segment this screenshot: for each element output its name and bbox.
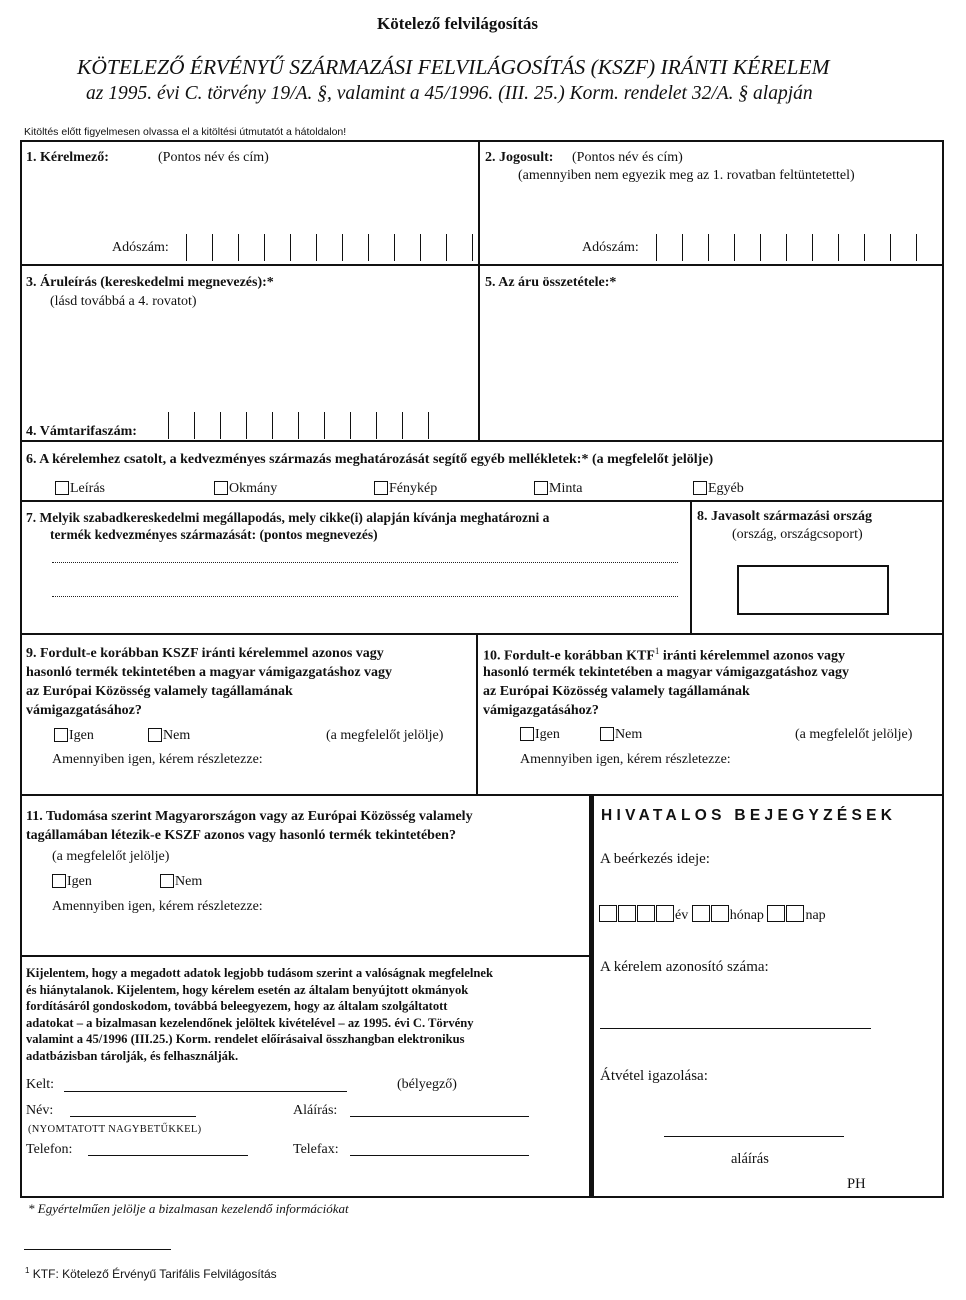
field7-label: 7. Melyik szabadkereskedelmi megállapodás, mely cikke(i) alapján kívánja meghatározni a [26, 510, 550, 525]
fill-instruction: Kitöltés előtt figyelmesen olvassa el a kitöltési útmutatót a hátoldalon! [24, 126, 347, 138]
field2-hint2: (amennyiben nem egyezik meg az 1. rovatban feltüntetettel) [518, 168, 855, 183]
field3-label: 3. Áruleírás (kereskedelmi megnevezés):* [26, 275, 274, 290]
field4-label: 4. Vámtarifaszám: [26, 424, 137, 439]
checkbox-icon[interactable] [52, 874, 66, 888]
name-label: Név: [26, 1103, 54, 1118]
option-fenykep[interactable]: Fénykép [374, 481, 437, 497]
checkbox-icon[interactable] [374, 481, 388, 495]
country-input[interactable] [737, 565, 889, 615]
footnote-rule [24, 1249, 171, 1250]
arrival-label: A beérkezés ideje: [600, 851, 710, 867]
field10-details: Amennyiben igen, kérem részletezze: [520, 752, 731, 767]
field10-yes[interactable]: Igen [520, 727, 560, 743]
field10-line: vámigazgatásához? [483, 703, 599, 718]
field8-label: 8. Javasolt származási ország [697, 509, 872, 524]
signature-caption: aláírás [731, 1151, 769, 1167]
kelt-label: Kelt: [26, 1077, 54, 1092]
field9-line: hasonló termék tekintetében a magyar vámigazgatáshoz vagy [26, 665, 393, 680]
official-title: HIVATALOS BEJEGYZÉSEK [601, 807, 897, 824]
field9-no[interactable]: Nem [148, 728, 190, 744]
divider [20, 440, 944, 442]
field7-line[interactable] [52, 562, 678, 563]
checkbox-icon[interactable] [693, 481, 707, 495]
field1-hint: (Pontos név és cím) [158, 150, 269, 165]
checkbox-icon[interactable] [600, 727, 614, 741]
field2-tax-label: Adószám: [582, 240, 639, 255]
field7-label2: termék kedvezményes származását: (pontos megnevezés) [50, 527, 378, 542]
fax-label: Telefax: [293, 1142, 339, 1157]
field7-line[interactable] [52, 596, 678, 597]
divider [20, 264, 944, 266]
form-title: Kötelező felvilágosítás [377, 14, 538, 33]
field9-line: az Európai Közösség valamely tagállamának [26, 684, 293, 699]
receipt-label: Átvétel igazolása: [600, 1068, 708, 1084]
option-leiras[interactable]: Leírás [55, 481, 105, 497]
ph-label: PH [847, 1176, 866, 1192]
option-okmany[interactable]: Okmány [214, 481, 277, 497]
field11-no[interactable]: Nem [160, 874, 202, 890]
field10-mark: (a megfelelőt jelölje) [795, 727, 913, 742]
field2-tax-boxes[interactable] [656, 234, 942, 261]
field9-details: Amennyiben igen, kérem részletezze: [52, 752, 263, 767]
field8-hint: (ország, országcsoport) [732, 527, 863, 542]
checkbox-icon[interactable] [160, 874, 174, 888]
divider-vertical [690, 500, 692, 633]
phone-label: Telefon: [26, 1142, 73, 1157]
field9-line: vámigazgatásához? [26, 703, 142, 718]
field4-tariff-boxes[interactable] [168, 412, 454, 439]
field10-line: hasonló termék tekintetében a magyar vámigazgatáshoz vagy [483, 665, 850, 680]
field6-label: 6. A kérelemhez csatolt, a kedvezményes származás meghatározását segítő egyéb mellékletek:* (a megfelelőt jelölje) [26, 452, 714, 467]
field11-yes[interactable]: Igen [52, 874, 92, 890]
declaration-text: Kijelentem, hogy a megadott adatok legjobb tudásom szerint a valóságnak megfelelnek és hiánytalanok. Kijelentem, hogy kérelem esetén az általam benyújtott okmányok fordításáról gondoskodom, továbbá beleegyezem, hogy az általam szolgáltatott adatokat – a bizalmasan kezelendőnek jelöltek kivételével – az 1995. évi C. Törvény valamint a 45/1996 (III.25.) Korm. rendelet előírásaival összhangban elektronikus adatbázisban tárolják, és felhasználják. [26, 966, 493, 1063]
option-minta[interactable]: Minta [534, 481, 582, 497]
field9-line: 9. Fordult-e korábban KSZF iránti kérelemmel azonos vagy [26, 646, 384, 661]
field1-label: 1. Kérelmező: [26, 150, 109, 165]
checkbox-icon[interactable] [534, 481, 548, 495]
field1-tax-boxes[interactable] [186, 234, 498, 261]
name-line[interactable] [70, 1116, 196, 1117]
field11-line: 11. Tudomása szerint Magyarországon vagy az Európai Közösség valamely [26, 809, 473, 824]
checkbox-icon[interactable] [54, 728, 68, 742]
field11-line: tagállamában létezik-e KSZF azonos vagy hasonló termék tekintetében? [26, 828, 456, 843]
caps-hint: (NYOMTATOTT NAGYBETŰKKEL) [28, 1124, 202, 1135]
checkbox-icon[interactable] [214, 481, 228, 495]
field3-input[interactable] [24, 312, 474, 422]
field10-line: az Európai Közösség valamely tagállamának [483, 684, 750, 699]
field5-label: 5. Az áru összetétele:* [485, 275, 617, 290]
field11-details: Amennyiben igen, kérem részletezze: [52, 899, 263, 914]
official-box-border [589, 794, 594, 1198]
field10-no[interactable]: Nem [600, 727, 642, 743]
divider-vertical [476, 633, 478, 794]
footnote-star: * Egyértelműen jelölje a bizalmasan kezelendő információkat [28, 1201, 349, 1216]
divider-vertical [478, 140, 480, 440]
form-subtitle: KÖTELEZŐ ÉRVÉNYŰ SZÁRMAZÁSI FELVILÁGOSÍTÁS (KSZF) IRÁNTI KÉRELEM [77, 55, 830, 79]
field9-yes[interactable]: Igen [54, 728, 94, 744]
divider [20, 500, 944, 502]
arrival-date-boxes[interactable]: év hónap nap [599, 905, 826, 924]
id-label: A kérelem azonosító száma: [600, 959, 769, 975]
divider [20, 633, 944, 635]
legal-basis: az 1995. évi C. törvény 19/A. §, valamint a 45/1996. (III. 25.) Korm. rendelet 32/A. § alapján [86, 83, 813, 104]
signature-label: Aláírás: [293, 1103, 338, 1118]
divider [20, 955, 590, 957]
kelt-line[interactable] [64, 1091, 347, 1092]
field10-line: 10. Fordult-e korábban KTF$^1$ iránti kérelemmel azonos vagy [483, 646, 846, 664]
divider [20, 794, 944, 796]
field5-input[interactable] [484, 294, 940, 436]
field3-hint: (lásd továbbá a 4. rovatot) [50, 294, 197, 309]
field2-hint: (Pontos név és cím) [572, 150, 683, 165]
receipt-signature-line[interactable] [664, 1136, 844, 1137]
fax-line[interactable] [350, 1155, 529, 1156]
field11-mark: (a megfelelőt jelölje) [52, 849, 170, 864]
phone-line[interactable] [88, 1155, 248, 1156]
option-egyeb[interactable]: Egyéb [693, 481, 744, 497]
checkbox-icon[interactable] [55, 481, 69, 495]
field2-label: 2. Jogosult: [485, 150, 554, 165]
field1-tax-label: Adószám: [112, 240, 169, 255]
footnote: $^1$ KTF: Kötelező Érvényű Tarifális Felvilágosítás [25, 1266, 277, 1281]
stamp-label: (bélyegző) [397, 1077, 457, 1092]
checkbox-icon[interactable] [520, 727, 534, 741]
field9-mark: (a megfelelőt jelölje) [326, 728, 444, 743]
checkbox-icon[interactable] [148, 728, 162, 742]
id-line[interactable] [600, 1028, 871, 1029]
signature-line[interactable] [350, 1116, 529, 1117]
